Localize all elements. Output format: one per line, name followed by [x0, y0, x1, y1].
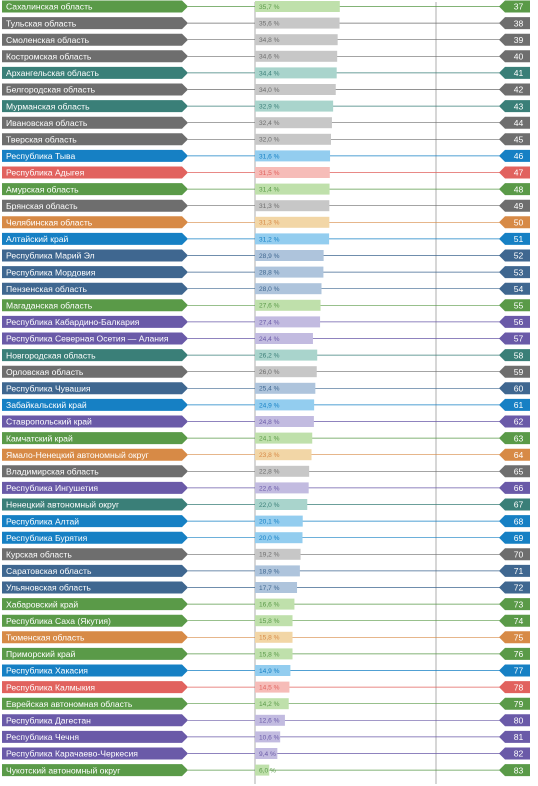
value-label: 28,9 % [259, 252, 280, 260]
chart-row [2, 366, 530, 378]
rank-number: 60 [513, 383, 524, 394]
chart-row [2, 665, 530, 677]
region-name: Пензенская область [6, 283, 87, 294]
chart-row [2, 133, 530, 145]
value-label: 9,4 % [259, 750, 276, 758]
region-name: Республика Мордовия [6, 267, 96, 278]
region-name: Республика Саха (Якутия) [6, 615, 111, 626]
value-label: 15,8 % [259, 618, 280, 626]
region-name: Республика Карачаево-Черкесия [6, 748, 138, 759]
chart-row [2, 316, 530, 328]
chart-row [2, 615, 530, 627]
region-name: Белгородская область [6, 84, 96, 95]
value-label: 27,6 % [259, 302, 280, 310]
rank-number: 51 [513, 234, 524, 245]
chart-row [2, 167, 530, 179]
region-name: Забайкальский край [6, 400, 87, 411]
rank-number: 79 [513, 698, 524, 709]
region-name: Республика Калмыкия [6, 682, 96, 693]
region-name: Республика Чувашия [6, 383, 91, 394]
value-label: 24,8 % [259, 418, 280, 426]
chart-row [2, 698, 530, 710]
region-name: Еврейская автономная область [6, 698, 133, 709]
region-name: Курская область [6, 549, 72, 560]
region-name: Хабаровский край [6, 599, 79, 610]
value-label: 22,6 % [259, 485, 280, 493]
rank-number: 52 [513, 250, 524, 261]
chart-row [2, 714, 530, 726]
chart-row [2, 349, 530, 361]
value-label: 15,8 % [259, 634, 280, 642]
region-name: Ставропольский край [6, 416, 92, 427]
chart-row [2, 416, 530, 428]
chart-row [2, 648, 530, 660]
value-label: 23,8 % [259, 452, 280, 460]
rank-number: 62 [513, 416, 524, 427]
rank-number: 65 [513, 466, 524, 477]
chart-row [2, 283, 530, 295]
rank-number: 40 [513, 51, 524, 62]
region-name: Ненецкий автономный округ [6, 499, 120, 510]
region-name: Республика Алтай [6, 516, 80, 527]
rank-number: 38 [513, 18, 524, 29]
region-name: Республика Марий Эл [6, 250, 95, 261]
chart-row [2, 299, 530, 311]
value-label: 35,7 % [259, 3, 280, 11]
value-label: 34,4 % [259, 70, 280, 78]
region-name: Республика Тыва [6, 151, 76, 162]
rank-number: 82 [513, 748, 524, 759]
rank-number: 57 [513, 333, 524, 344]
region-name: Новгородская область [6, 350, 96, 361]
rank-number: 83 [513, 765, 524, 776]
rank-number: 66 [513, 483, 524, 494]
value-label: 18,9 % [259, 568, 280, 576]
region-name: Орловская область [6, 366, 84, 377]
value-label: 12,6 % [259, 717, 280, 725]
value-label: 24,9 % [259, 402, 280, 410]
rank-number: 78 [513, 682, 524, 693]
value-label: 14,9 % [259, 667, 280, 675]
value-label: 10,6 % [259, 734, 280, 742]
chart-row [2, 399, 530, 411]
value-label: 20,1 % [259, 518, 280, 526]
chart-row [2, 233, 530, 245]
rank-number: 43 [513, 101, 524, 112]
chart-row [2, 748, 530, 760]
region-name: Мурманская область [6, 101, 90, 112]
rank-number: 56 [513, 317, 524, 328]
value-label: 25,4 % [259, 385, 280, 393]
chart-row [2, 200, 530, 212]
rank-number: 68 [513, 516, 524, 527]
rank-number: 42 [513, 84, 524, 95]
region-name: Тюменская область [6, 632, 85, 643]
rank-number: 47 [513, 167, 524, 178]
chart-row [2, 333, 530, 345]
chart-row [2, 449, 530, 461]
value-label: 17,7 % [259, 584, 280, 592]
chart-row [2, 250, 530, 262]
value-label: 31,6 % [259, 153, 280, 161]
chart-row [2, 216, 530, 228]
region-name: Республика Бурятия [6, 532, 88, 543]
value-label: 24,4 % [259, 335, 280, 343]
region-name: Смоленская область [6, 34, 90, 45]
chart-row [2, 764, 530, 776]
chart-row [2, 17, 530, 29]
rank-number: 37 [513, 1, 524, 12]
chart-row [2, 266, 530, 278]
region-name: Брянская область [6, 200, 78, 211]
rank-number: 80 [513, 715, 524, 726]
value-label: 15,8 % [259, 651, 280, 659]
rank-number: 76 [513, 649, 524, 660]
chart-row [2, 84, 530, 96]
chart-row [2, 382, 530, 394]
region-name: Республика Дагестан [6, 715, 91, 726]
region-name: Республика Чечня [6, 732, 80, 743]
value-label: 34,0 % [259, 86, 280, 94]
region-name: Владимирская область [6, 466, 99, 477]
chart-row [2, 183, 530, 195]
value-label: 16,6 % [259, 601, 280, 609]
value-label: 14,2 % [259, 701, 280, 709]
rank-number: 53 [513, 267, 524, 278]
chart-row [2, 1, 530, 13]
value-label: 27,4 % [259, 319, 280, 327]
rank-number: 77 [513, 665, 524, 676]
region-name: Сахалинская область [6, 1, 93, 12]
value-label: 26,0 % [259, 369, 280, 377]
rank-number: 55 [513, 300, 524, 311]
region-name: Республика Ингушетия [6, 483, 99, 494]
region-name: Республика Хакасия [6, 665, 88, 676]
value-label: 14,5 % [259, 684, 280, 692]
region-name: Камчатский край [6, 433, 73, 444]
value-label: 35,6 % [259, 20, 280, 28]
chart-row [2, 432, 530, 444]
value-label: 32,4 % [259, 120, 280, 128]
chart-row [2, 117, 530, 129]
region-name: Приморский край [6, 649, 76, 660]
rank-number: 44 [513, 117, 524, 128]
rank-number: 59 [513, 366, 524, 377]
value-label: 32,9 % [259, 103, 280, 111]
chart-row [2, 565, 530, 577]
value-label: 20,0 % [259, 535, 280, 543]
value-label: 32,0 % [259, 136, 280, 144]
value-label: 19,2 % [259, 551, 280, 559]
rank-number: 72 [513, 582, 524, 593]
rank-number: 75 [513, 632, 524, 643]
rank-number: 73 [513, 599, 524, 610]
value-label: 28,8 % [259, 269, 280, 277]
value-label: 6,0 % [259, 767, 276, 775]
chart-row [2, 515, 530, 527]
rank-number: 54 [513, 283, 524, 294]
region-name: Тверская область [6, 134, 77, 145]
region-name: Амурская область [6, 184, 79, 195]
rank-number: 64 [513, 449, 524, 460]
rank-number: 81 [513, 732, 524, 743]
chart-row [2, 482, 530, 494]
region-name: Магаданская область [6, 300, 93, 311]
chart-row [2, 150, 530, 162]
chart-row [2, 548, 530, 560]
value-label: 26,2 % [259, 352, 280, 360]
rank-number: 67 [513, 499, 524, 510]
value-label: 22,8 % [259, 468, 280, 476]
rank-number: 63 [513, 433, 524, 444]
chart-row [2, 465, 530, 477]
chart-row [2, 34, 530, 46]
rank-number: 46 [513, 151, 524, 162]
value-label: 34,6 % [259, 53, 280, 61]
value-label: 31,3 % [259, 203, 280, 211]
rank-number: 41 [513, 68, 524, 79]
region-name: Ивановская область [6, 117, 88, 128]
rank-number: 50 [513, 217, 524, 228]
value-label: 31,5 % [259, 169, 280, 177]
region-name: Алтайский край [6, 234, 69, 245]
rank-number: 49 [513, 200, 524, 211]
value-label: 31,2 % [259, 236, 280, 244]
chart-row [2, 100, 530, 112]
chart-row [2, 681, 530, 693]
rank-number: 45 [513, 134, 524, 145]
chart-row [2, 598, 530, 610]
value-label: 31,4 % [259, 186, 280, 194]
value-label: 28,0 % [259, 286, 280, 294]
rank-number: 69 [513, 532, 524, 543]
rank-number: 39 [513, 34, 524, 45]
rank-number: 74 [513, 615, 524, 626]
chart-row [2, 582, 530, 594]
chart-row [2, 67, 530, 79]
region-name: Ульяновская область [6, 582, 91, 593]
rank-number: 61 [513, 400, 524, 411]
region-name: Республика Северная Осетия — Алания [6, 333, 169, 344]
region-name: Саратовская область [6, 566, 92, 577]
chart-row [2, 532, 530, 544]
chart-row [2, 499, 530, 511]
region-name: Челябинская область [6, 217, 93, 228]
region-name: Ямало-Ненецкий автономный округ [6, 449, 149, 460]
rank-number: 48 [513, 184, 524, 195]
value-label: 34,8 % [259, 37, 280, 45]
region-name: Архангельская область [6, 68, 99, 79]
value-label: 31,3 % [259, 219, 280, 227]
rank-number: 58 [513, 350, 524, 361]
chart-row [2, 631, 530, 643]
rank-number: 71 [513, 566, 524, 577]
rank-number: 70 [513, 549, 524, 560]
chart-row [2, 50, 530, 62]
region-name: Республика Адыгея [6, 167, 85, 178]
region-name: Чукотский автономный округ [6, 765, 121, 776]
value-label: 24,1 % [259, 435, 280, 443]
region-name: Костромская область [6, 51, 92, 62]
region-name: Республика Кабардино-Балкария [6, 317, 140, 328]
chart-row [2, 731, 530, 743]
region-name: Тульская область [6, 18, 77, 29]
value-label: 22,0 % [259, 501, 280, 509]
